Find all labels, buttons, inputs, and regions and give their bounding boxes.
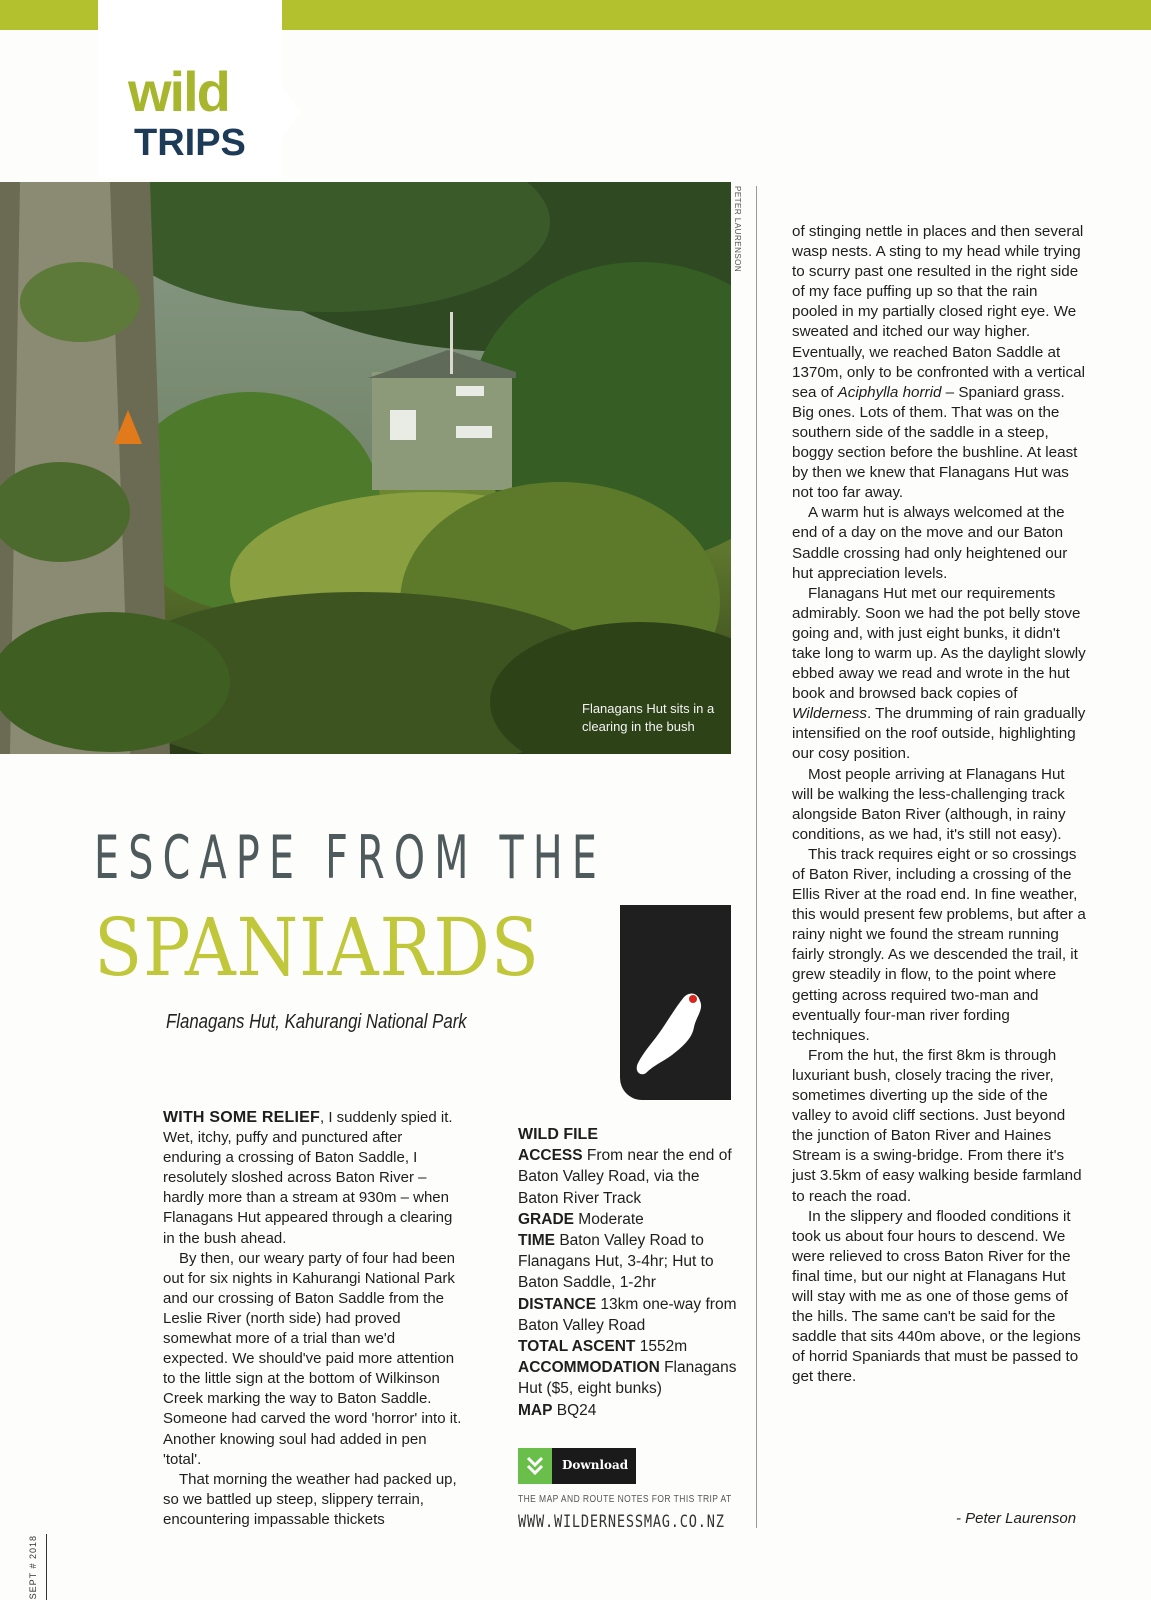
download-icon [518,1448,552,1484]
download-url[interactable]: WWW.WILDERNESSMAG.CO.NZ [518,1512,725,1532]
lead-in: WITH SOME RELIEF [163,1109,320,1126]
body-paragraph: Flanagans Hut met our requirements admirably. Soon we had the pot belly stove going and, with just eight bunks, it didn't take long to warm up. As the daylight slowly ebbed away we read and wrote in the hut book and browsed back copies of Wilderness. The drumming of rain gradually intensified on the roof outside, highlighting our cosy position. [792,584,1086,763]
body-paragraph: In the slippery and flooded conditions it took us about four hours to descend. We were relieved to cross Baton River for the final time, but our night at Flanagans Hut will stay with me as one of those gems of the hills. The same can't be said for the saddle that sits 440m above, or the legions of horrid Spaniards that must be passed to get there. [792,1207,1081,1386]
wild-file-accommodation: ACCOMMODATION Flanagans Hut ($5, eight bunks) [518,1359,737,1398]
hero-photo [0,182,731,754]
column-divider [756,186,757,1528]
wild-file-box [518,1124,738,1421]
south-island-map-icon [620,905,731,1100]
body-paragraph: of stinging nettle in places and then several wasp nests. A sting to my head while trying to scurry past one resulted in the right side of my face puffing up so that the rain pooled in my partially closed right eye. We sweated and itched our way higher. Eventually, we reached Baton Saddle at 1370m, only to be confronted with a vertical sea of Aciphylla horrid – Spaniard grass. Big ones. Lots of them. That was on the southern side of the saddle in a steep, boggy section before the bushline. At least by then we knew that Flanagans Hut was not too far away. [792,223,1085,502]
headline-line-2: SPANIARDS [94,901,540,994]
brand-wild: wild [128,60,229,123]
body-paragraph: By then, our weary party of four had been out for six nights in Kahurangi National Park and our crossing of Baton Saddle from the Leslie River (north side) had proved somewhat more of a trial than we'd expected. We should've paid more attention to the little sign at the bottom of Wilkinson Creek marking the way to Baton Saddle. Someone had carved the word 'horror' into it. Another knowing soul had added in pen 'total'. [163,1249,462,1468]
wild-file-map: MAP BQ24 [518,1401,597,1419]
wild-file-title: WILD FILE [518,1126,598,1143]
download-button[interactable] [518,1448,636,1484]
body-column-1 [163,1108,463,1530]
photo-credit: PETER LAURENSON [733,186,742,273]
body-paragraph: This track requires eight or so crossings of Baton River, including a crossing of the Ellis River at the road end. In fine weather, this would present few problems, but after a rainy night we found the stream running fairly strongly. As we descended the trail, it grew steadily in flow, to the point where getting across required two-man and eventually four-man river fording techniques. [792,845,1086,1044]
body-paragraph: That morning the weather had packed up, so we battled up steep, slippery terrain, encountering impassable thickets [163,1470,457,1528]
download-label: Download [562,1458,629,1472]
page-folio: SEPT # 2018 [28,1535,38,1600]
wild-file-access: ACCESS From near the end of Baton Valley Road, via the Baton River Track [518,1147,732,1207]
wild-file-grade: GRADE Moderate [518,1210,644,1228]
body-paragraph: A warm hut is always welcomed at the end of a day on the move and our Baton Saddle crossing had only heightened our hut appreciation levels. [792,504,1068,582]
body-paragraph: From the hut, the first 8km is through luxuriant bush, closely tracing the river, sometimes diverting up the side of the valley to avoid cliff sections. Just beyond the junction of Baton River and Haines Stream is a swing-bridge. From there it's just 3.5km of easy walking beside farmland to reach the road. [792,1046,1082,1205]
brand-trips: TRIPS [134,122,246,164]
photo-caption: Flanagans Hut sits in a clearing in the bush [582,701,715,734]
author-byline: - Peter Laurenson [956,1510,1077,1527]
body-paragraph: Most people arriving at Flanagans Hut will be walking the less-challenging track alongside Baton River (although, in rainy conditions, as we had, it's still not easy). [792,765,1066,843]
body-column-2 [792,222,1086,1387]
section-tab-arrow [282,88,302,136]
wild-file-ascent: TOTAL ASCENT 1552m [518,1338,688,1356]
locator-map [620,905,731,1100]
wild-file-distance: DISTANCE 13km one-way from Baton Valley Road [518,1295,737,1334]
body-paragraph: WITH SOME RELIEF, I suddenly spied it. Wet, itchy, puffy and punctured after enduring a crossing of Baton Saddle, I resolutely sloshed across Baton River – hardly more than a stream at 930m – when Flanagans Hut appeared through a clearing in the bush ahead. [163,1109,453,1247]
wild-file-time: TIME Baton Valley Road to Flanagans Hut, 3-4hr; Hut to Baton Saddle, 1-2hr [518,1232,714,1292]
headline-line-1: ESCAPE FROM THE [94,823,607,893]
article-subtitle: Flanagans Hut, Kahurangi National Park [166,1011,467,1033]
folio-rule [46,1534,47,1600]
download-note: THE MAP AND ROUTE NOTES FOR THIS TRIP AT [518,1494,732,1505]
